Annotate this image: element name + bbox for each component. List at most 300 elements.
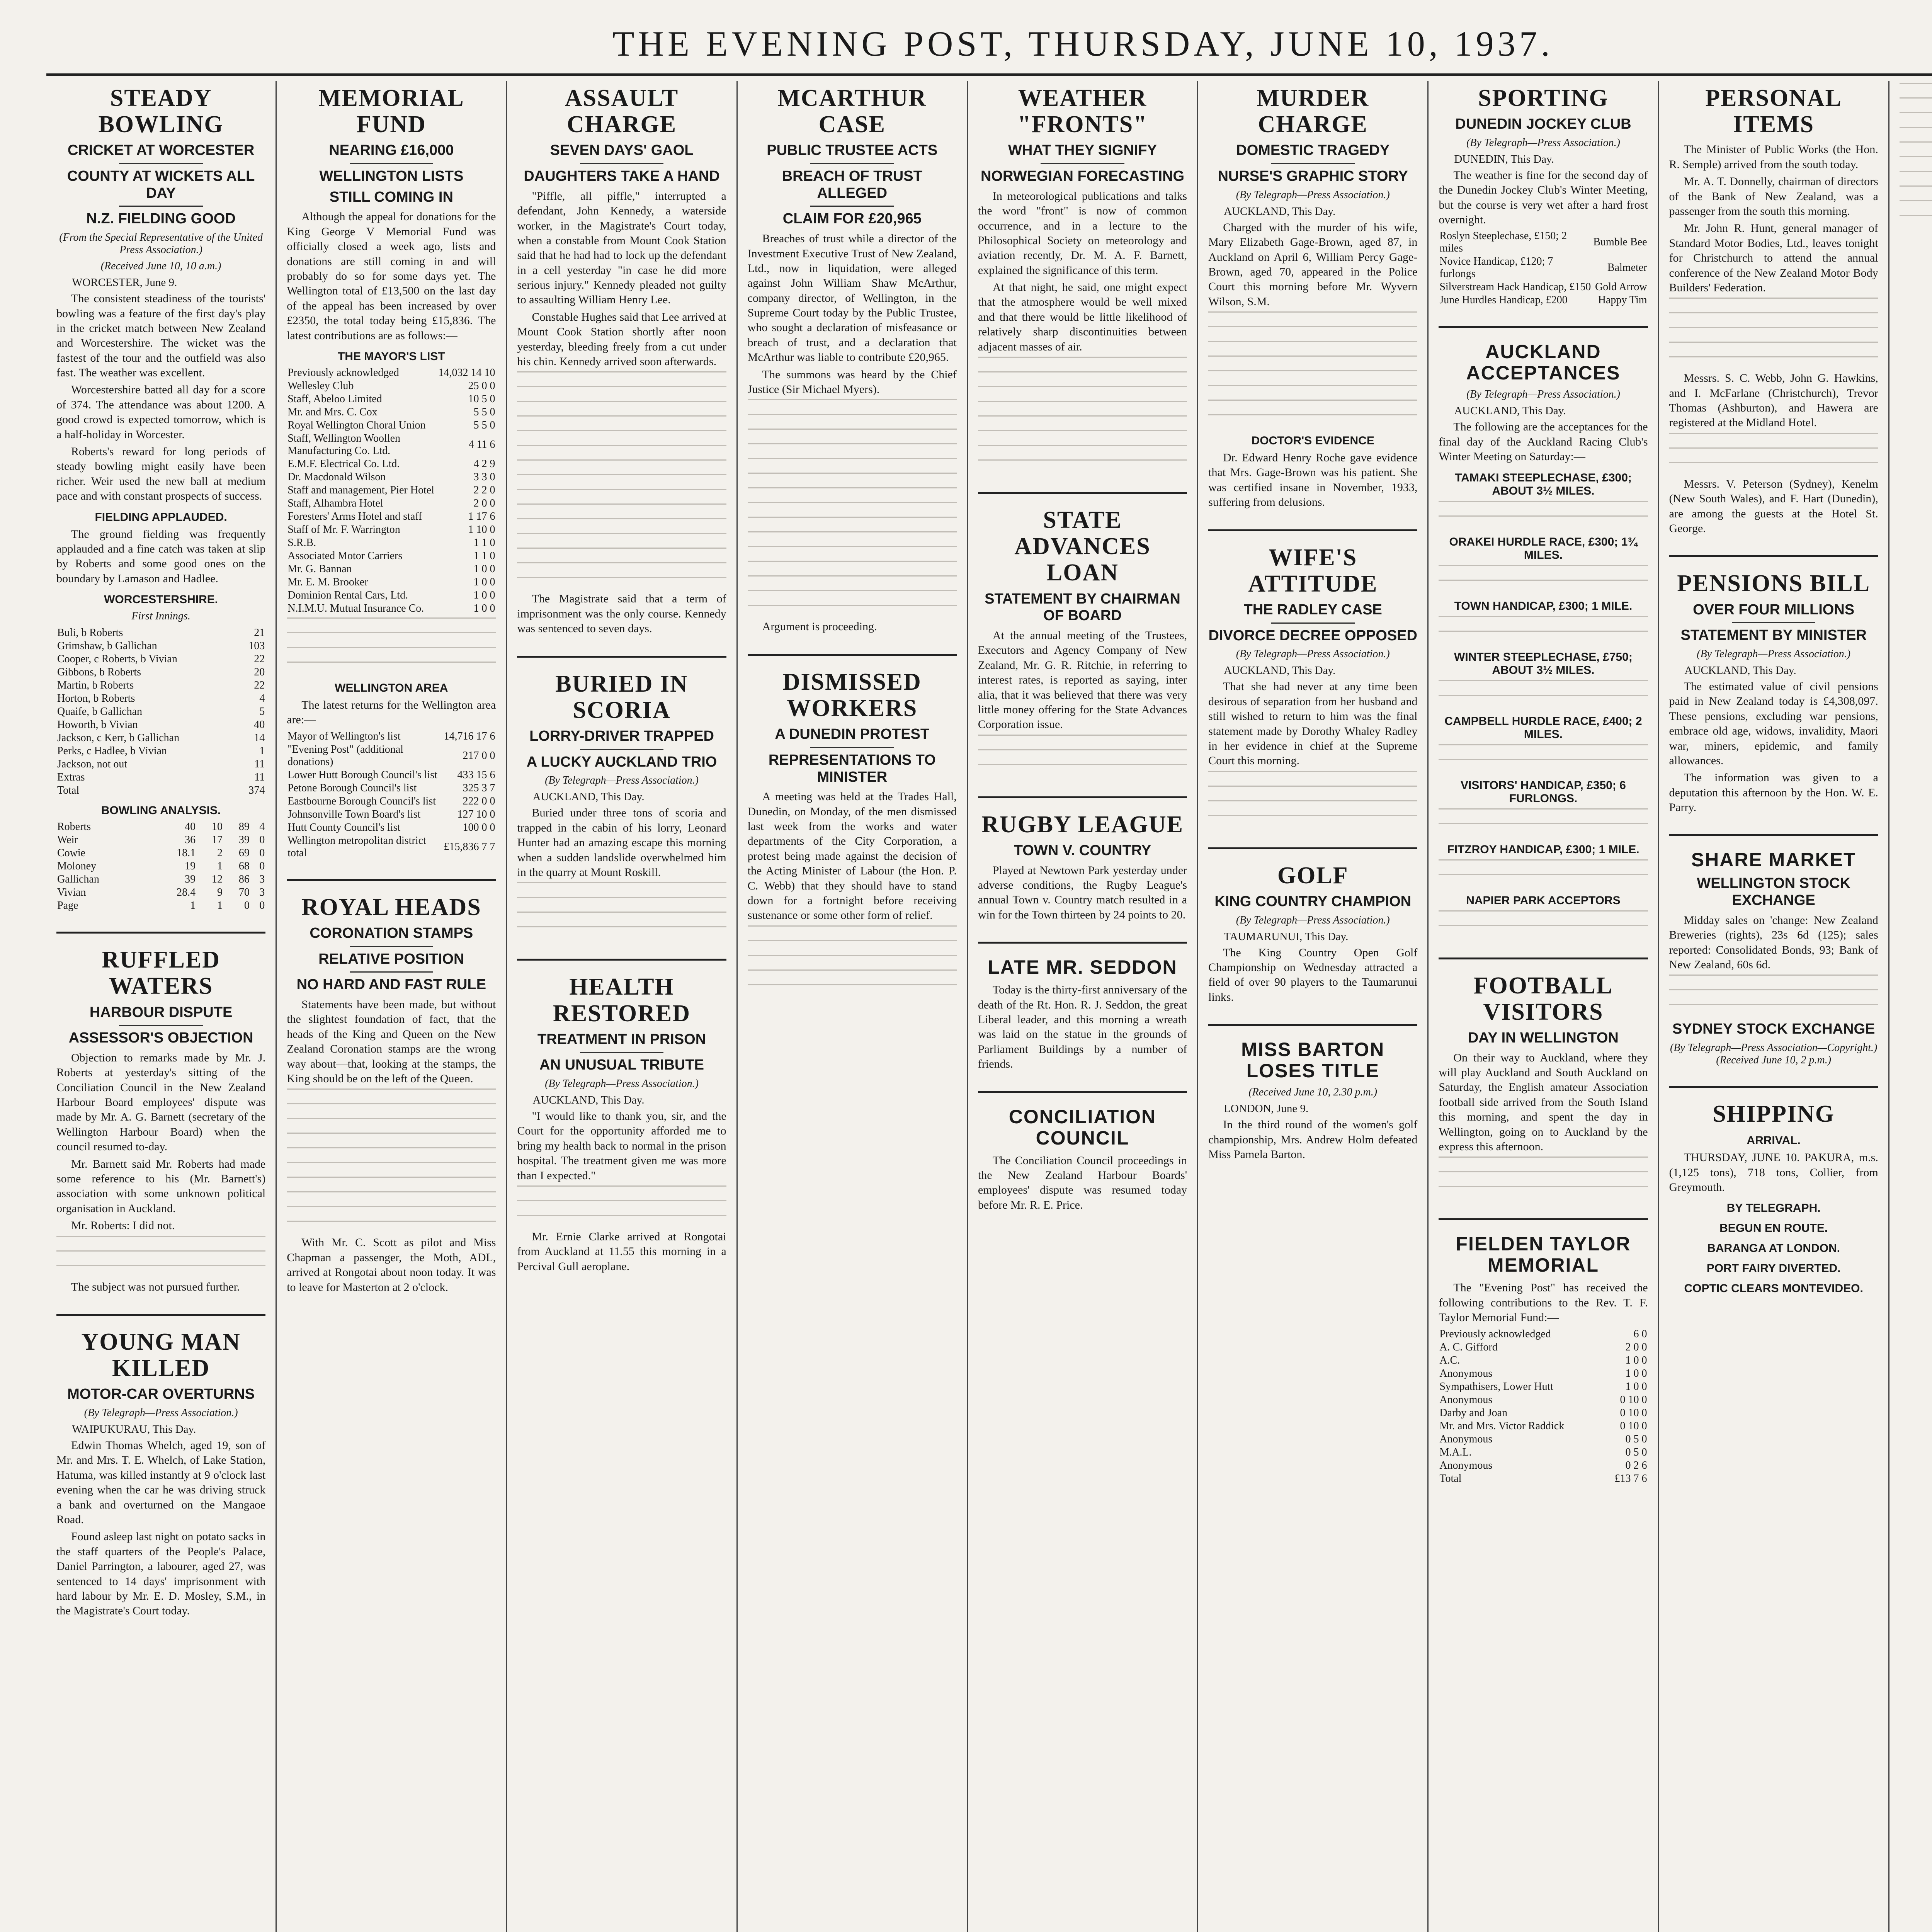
deck: DOMESTIC TRAGEDY — [1236, 142, 1390, 159]
row-label: Buli, b Roberts — [57, 627, 123, 639]
table-row — [56, 820, 265, 833]
article-sporting — [1439, 85, 1648, 307]
paragraph: Objection to remarks made by Mr. J. Roberts at yesterday's sitting of the Conciliation Council in the New Zealand Harbour Board employees' dispute was made by Mr. A. G. Barnett (secretary of the Wellington Harbour Board) when the council resumed to-day. — [56, 1051, 266, 1153]
row-value: 10 — [212, 821, 223, 833]
deck: MOTOR-CAR OVERTURNS — [67, 1386, 255, 1403]
headline: FIELDEN TAYLOR MEMORIAL — [1456, 1233, 1631, 1276]
column-7 — [1429, 81, 1659, 1932]
row-label: Anonymous — [1439, 1367, 1493, 1379]
article-share-market — [1669, 834, 1878, 1066]
row-value: 0 — [244, 900, 250, 912]
table-row — [287, 471, 496, 484]
row-label: Royal Wellington Choral Union — [287, 419, 426, 431]
credit-line: (By Telegraph—Press Association.) — [545, 774, 699, 787]
row-value: 1 0 0 — [1625, 1367, 1647, 1379]
row-label: Roslyn Steeplechase, £150; 2 miles — [1439, 230, 1567, 255]
paragraph: Mr. Ernie Clarke arrived at Rongotai from Auckland at 11.55 this morning in a Percival Gull aeroplane. — [517, 1230, 726, 1273]
scorecard-table — [56, 626, 265, 797]
deck: DAUGHTERS TAKE A HAND — [524, 168, 720, 185]
article-rugby-league — [978, 796, 1187, 922]
table-row — [287, 821, 496, 834]
headline: YOUNG MAN KILLED — [81, 1328, 241, 1382]
paragraph: Charged with the murder of his wife, Mary Elizabeth Gage-Brown, aged 87, in Auckland on April 6, William Percy Gage-Brown, aged 70, appeared in the Police Court this morning before Mr. Wyvern Wilson, S.M. — [1208, 221, 1418, 308]
article-personal-items — [1669, 85, 1878, 536]
subheading: BOWLING ANALYSIS. — [101, 804, 221, 817]
race-heading: CAMPBELL HURDLE RACE, £400; 2 MILES. — [1444, 714, 1642, 741]
dateline: AUCKLAND, This Day. — [532, 791, 645, 803]
row-value: 4 11 6 — [468, 438, 495, 451]
row-value: 20 — [254, 666, 265, 679]
row-value: 40 — [185, 821, 196, 833]
table-row — [1439, 1328, 1648, 1341]
row-value: 1 1 0 — [473, 549, 495, 562]
deck: NURSE'S GRAPHIC STORY — [1218, 168, 1408, 185]
paragraph: Messrs. V. Peterson (Sydney), Kenelm (New South Wales), and F. Hart (Dunedin), are among the guests at the Hotel St. George. — [1669, 477, 1878, 535]
paragraph: That she had never at any time been desirous of separation from her husband and still wished to return to him was the final statement made by Dorothy Whaley Radley in her evidence in chief at the Supreme Court this morning. — [1208, 680, 1418, 767]
columns — [46, 81, 1932, 1932]
table-row — [56, 899, 265, 912]
table-row — [287, 563, 496, 576]
table-row — [56, 758, 265, 771]
row-value: 4 2 9 — [473, 457, 495, 470]
row-label: N.I.M.U. Mutual Insurance Co. — [287, 602, 424, 614]
credit-line: (From the Special Representative of the United Press Association.) — [59, 231, 263, 256]
deck: STATEMENT BY MINISTER — [1680, 627, 1867, 644]
table-row — [287, 589, 496, 602]
deck: WELLINGTON LISTS — [319, 168, 464, 185]
table-row — [56, 886, 265, 899]
row-value: 1 17 6 — [468, 510, 495, 522]
deck: WHAT THEY SIGNIFY — [1008, 142, 1157, 159]
table-row — [56, 666, 265, 679]
row-label: Roberts — [57, 821, 91, 833]
row-value: 103 — [248, 640, 265, 652]
paragraph: Statements have been made, but without the slightest foundation of fact, that the heads of the King and Queen on the New Zealand Coronation stamps are the wrong way about—that, looking at the stamps, the King should be on the left of the Queen. — [287, 998, 496, 1085]
row-value: 17 — [212, 834, 223, 846]
memorial-contributions-table — [1439, 1328, 1648, 1485]
paragraph: Played at Newtown Park yesterday under adverse conditions, the Rugby League's annual Town v. Country match resulted in a win for the Town thirteen by 24 points to 20. — [978, 864, 1187, 921]
row-value: 127 10 0 — [457, 808, 495, 820]
dateline: AUCKLAND, This Day. — [1224, 205, 1336, 218]
dateline: AUCKLAND, This Day. — [1224, 664, 1336, 677]
headline: WIFE'S ATTITUDE — [1248, 544, 1378, 597]
row-label: S.R.B. — [287, 536, 316, 549]
row-value: 18.1 — [177, 847, 196, 859]
row-value: 9 — [217, 886, 223, 899]
headline: MURDER CHARGE — [1257, 85, 1369, 138]
row-label: Petone Borough Council's list — [287, 782, 417, 794]
race-results-table — [1439, 230, 1648, 307]
article-weather-fronts — [978, 85, 1187, 473]
row-value: 3 — [259, 873, 265, 886]
deck: CORONATION STAMPS — [310, 925, 473, 941]
table-row — [1439, 1367, 1648, 1380]
row-value: 0 — [259, 900, 265, 912]
subheading: DOCTOR'S EVIDENCE — [1251, 434, 1374, 447]
table-row — [1439, 1433, 1648, 1446]
row-value: 2 0 0 — [473, 497, 495, 509]
row-label: Page — [57, 900, 78, 912]
row-value: 21 — [254, 627, 265, 639]
row-label: A. C. Gifford — [1439, 1341, 1498, 1353]
deck: THE RADLEY CASE — [1243, 602, 1382, 618]
row-value: 12 — [212, 873, 223, 886]
deck: SYDNEY STOCK EXCHANGE — [1672, 1021, 1875, 1037]
masthead-title: THE EVENING POST, THURSDAY, JUNE 10, 1937. — [612, 24, 1554, 63]
row-label: Foresters' Arms Hotel and staff — [287, 510, 422, 522]
credit-line: (By Telegraph—Press Association—Copyright.) (Received June 10, 2 p.m.) — [1670, 1042, 1878, 1066]
donation-table — [287, 366, 496, 615]
headline: AUCKLAND ACCEPTANCES — [1466, 341, 1621, 384]
row-value: 70 — [238, 886, 250, 899]
column-1 — [46, 81, 277, 1932]
row-value: 433 15 6 — [457, 769, 495, 781]
row-label: Eastbourne Borough Council's list — [287, 795, 436, 807]
table-row — [56, 731, 265, 745]
paragraph: The latest returns for the Wellington area are:— — [287, 698, 496, 726]
subheading: WELLINGTON AREA — [335, 681, 448, 694]
table-row — [287, 536, 496, 549]
deck: COUNTY AT WICKETS ALL DAY — [67, 168, 255, 201]
headline: ROYAL HEADS — [301, 894, 481, 920]
row-label: Dr. Macdonald Wilson — [287, 471, 386, 483]
row-label: Staff and management, Pier Hotel — [287, 484, 434, 496]
credit-line: (By Telegraph—Press Association.) — [1236, 648, 1390, 660]
table-row — [287, 432, 496, 457]
headline: MCARTHUR CASE — [777, 85, 927, 138]
subheading: BARANGA AT LONDON. — [1707, 1242, 1840, 1255]
table-row — [1439, 281, 1648, 294]
row-value: 1 — [190, 900, 196, 912]
row-value: 0 — [259, 834, 265, 846]
table-row — [1439, 1472, 1648, 1485]
deck: AN UNUSUAL TRIBUTE — [539, 1057, 704, 1073]
row-value: £15,836 7 7 — [444, 840, 495, 853]
row-value: 0 2 6 — [1625, 1459, 1647, 1471]
paragraph: The Conciliation Council proceedings in the New Zealand Harbour Boards' employees' dispute was resumed today before Mr. R. E. Price. — [978, 1154, 1187, 1211]
subheading: FIELDING APPLAUDED. — [95, 510, 227, 524]
table-row — [287, 484, 496, 497]
deck: N.Z. FIELDING GOOD — [86, 211, 236, 227]
headline: STEADY BOWLING — [98, 85, 224, 138]
article-royal-heads — [287, 879, 496, 1295]
row-label: Extras — [57, 771, 85, 784]
paragraph: Edwin Thomas Whelch, aged 19, son of Mr. and Mrs. T. E. Whelch, of Lake Station, Hatuma, was killed instantly at 9 o'clock last evening when the car he was driving struck a bank and overturned on the Mangaoe Road. — [56, 1439, 266, 1526]
table-row — [1439, 1459, 1648, 1472]
article-fielden-taylor — [1439, 1218, 1648, 1485]
row-label: Mr. and Mrs. Victor Raddick — [1439, 1420, 1565, 1432]
row-label: Gallichan — [57, 873, 99, 886]
credit-line: (By Telegraph—Press Association.) — [84, 1407, 238, 1419]
deck: OVER FOUR MILLIONS — [1693, 601, 1855, 618]
deck: NO HARD AND FAST RULE — [296, 976, 486, 993]
deck: CLAIM FOR £20,965 — [782, 211, 922, 227]
row-value: 36 — [185, 834, 196, 846]
dateline: WAIPUKURAU, This Day. — [72, 1423, 196, 1436]
table-row — [287, 808, 496, 821]
table-row — [56, 860, 265, 873]
row-value: 68 — [238, 860, 250, 872]
paragraph: The Magistrate said that a term of imprisonment was the only course. Kennedy was sentenced to seven days. — [517, 592, 726, 635]
deck: STATEMENT BY CHAIRMAN OF BOARD — [985, 590, 1180, 624]
article-football-visitors — [1439, 957, 1648, 1199]
subheading: BEGUN EN ROUTE. — [1719, 1222, 1828, 1235]
row-value: 1 0 0 — [473, 563, 495, 575]
paragraph: Roberts's reward for long periods of steady bowling might easily have been richer. Weir used the new ball at medium pace and with constant prospects of success. — [56, 445, 266, 503]
article-young-man-killed — [56, 1314, 265, 1619]
table-row — [56, 847, 265, 860]
dateline: DUNEDIN, This Day. — [1454, 153, 1554, 165]
column-9 — [1889, 81, 1932, 1932]
row-label: Anonymous — [1439, 1459, 1493, 1471]
received-line: (Received June 10, 2.30 p.m.) — [1248, 1086, 1378, 1099]
row-value: 2 2 0 — [473, 484, 495, 496]
table-row — [287, 576, 496, 589]
row-value: 4 — [259, 692, 265, 705]
table-row — [287, 795, 496, 808]
row-label: Moloney — [57, 860, 97, 872]
table-row — [1439, 1406, 1648, 1420]
credit-line: (By Telegraph—Press Association.) — [545, 1078, 699, 1090]
row-label: M.A.L. — [1439, 1446, 1472, 1458]
subheading: First Innings. — [131, 610, 190, 622]
row-value: 2 0 0 — [1625, 1341, 1647, 1353]
column-8 — [1659, 81, 1889, 1932]
row-label: Associated Motor Carriers — [287, 549, 403, 562]
paragraph: Mr. John R. Hunt, general manager of Standard Motor Bodies, Ltd., leaves tonight for Christchurch to attend the annual conference of the New Zealand Motor Body Builders' Federation. — [1669, 222, 1878, 294]
race-heading: FITZROY HANDICAP, £300; 1 MILE. — [1447, 843, 1639, 856]
row-label: A.C. — [1439, 1354, 1460, 1366]
paragraph: Worcestershire batted all day for a score of 374. The attendance was about 1200. A good crowd is expected tomorrow, which is a half-holiday in Worcester. — [56, 383, 266, 441]
row-value: 2 — [217, 847, 223, 859]
article-golf — [1208, 847, 1417, 1005]
row-label: Anonymous — [1439, 1393, 1493, 1406]
dateline: TAUMARUNUI, This Day. — [1224, 930, 1349, 943]
row-label: Previously acknowledged — [1439, 1328, 1551, 1340]
headline: DISMISSED WORKERS — [782, 668, 922, 721]
paragraph: The consistent steadiness of the tourists' bowling was a feature of the first day's play in the cricket match between New Zealand and Worcestershire. The wicket was the fastest of the tour and the outfield was also fast. The weather was excellent. — [56, 292, 266, 379]
headline: BURIED IN SCORIA — [555, 670, 688, 723]
row-value: 0 10 0 — [1620, 1393, 1647, 1406]
article-ruffled-waters — [56, 932, 265, 1294]
column-4 — [738, 81, 968, 1932]
race-heading: ORAKEI HURDLE RACE, £300; 1¾ MILES. — [1449, 535, 1638, 561]
table-row — [287, 379, 496, 393]
paragraph: THURSDAY, JUNE 10. PAKURA, m.s. (1,125 tons), 718 tons, Collier, from Greymouth. — [1669, 1151, 1878, 1194]
article-miss-barton — [1208, 1024, 1417, 1162]
row-label: Wellington metropolitan district total — [287, 834, 426, 859]
paragraph: The Minister of Public Works (the Hon. R. Semple) arrived from the south today. — [1669, 143, 1878, 171]
row-value: 0 — [259, 860, 265, 872]
headline: SHIPPING — [1713, 1101, 1835, 1128]
row-label: Total — [57, 784, 80, 797]
table-row — [287, 419, 496, 432]
dateline: AUCKLAND, This Day. — [1454, 405, 1566, 417]
table-row — [56, 626, 265, 639]
deck: DIVORCE DECREE OPPOSED — [1208, 627, 1417, 644]
row-value: 3 3 0 — [473, 471, 495, 483]
subheading: THE MAYOR'S LIST — [337, 350, 445, 363]
paragraph: On their way to Auckland, where they will play Auckland and South Auckland on Saturday, the English amateur Association football side arrived from the South Island this morning, and spent the day in Wellington, going on to Auckland by the express this afternoon. — [1439, 1051, 1648, 1153]
row-value: 39 — [185, 873, 196, 886]
row-label: Cowie — [57, 847, 86, 859]
row-value: 1 1 0 — [473, 536, 495, 549]
table-row — [1439, 1380, 1648, 1393]
paragraph: Mr. Roberts: I did not. — [71, 1219, 175, 1232]
paragraph: Messrs. S. C. Webb, John G. Hawkins, and I. McFarlane (Christchurch), Trevor Thomas (Ashburton), and Hawera are registered at the Midland Hotel. — [1669, 372, 1878, 429]
table-row — [287, 782, 496, 795]
paragraph: Although the appeal for donations for the King George V Memorial Fund was officially closed a week ago, lists and donations are still coming in and will probably do so for some days yet. The Wellington total of £13,500 on the last day of the appeal has been increased by over £2350, the total today being £15,836. The latest contributions are as follows:— — [287, 210, 496, 342]
row-value: 40 — [254, 719, 265, 731]
table-row — [287, 393, 496, 406]
headline: SHARE MARKET — [1691, 849, 1856, 871]
row-label: Jackson, not out — [57, 758, 128, 770]
masthead — [46, 15, 1932, 76]
deck: SEVEN DAYS' GAOL — [550, 142, 694, 159]
row-label: Johnsonville Town Board's list — [287, 808, 421, 820]
row-value: 39 — [238, 834, 250, 846]
paragraph: Found asleep last night on potato sacks in the staff quarters of the People's Palace, Daniel Parrington, a labourer, aged 27, was sentenced to 14 days' imprisonment with hard labour by Mr. E. D. Mosley, S.M., in the Magistrate's Court today. — [56, 1530, 266, 1617]
row-value: 5 — [259, 706, 265, 718]
table-row — [56, 639, 265, 653]
table-row — [1439, 230, 1648, 255]
row-value: 14 — [254, 732, 265, 744]
row-label: E.M.F. Electrical Co. Ltd. — [287, 457, 400, 470]
table-row — [287, 510, 496, 523]
paragraph: The weather is fine for the second day of the Dunedin Jockey Club's Winter Meeting, but the course is very wet after a hard frost overnight. — [1439, 168, 1648, 226]
headline: GOLF — [1277, 862, 1349, 889]
table-row — [56, 653, 265, 666]
row-value: 69 — [238, 847, 250, 859]
row-value: 1 0 0 — [1625, 1354, 1647, 1366]
table-row — [56, 771, 265, 784]
received-line: (Received June 10, 10 a.m.) — [100, 260, 221, 272]
row-value: 25 0 0 — [468, 379, 495, 392]
table-row — [1439, 1393, 1648, 1406]
paragraph: The King Country Open Golf Championship on Wednesday attracted a field of over 90 players to the Taumarunui links. — [1208, 946, 1418, 1003]
table-row — [287, 602, 496, 615]
row-value: Gold Arrow — [1595, 281, 1647, 293]
race-list — [1439, 471, 1648, 938]
row-value: 11 — [254, 758, 265, 770]
table-row — [287, 769, 496, 782]
row-label: Staff, Alhambra Hotel — [287, 497, 383, 509]
row-label: Howorth, b Vivian — [57, 719, 138, 731]
row-value: 3 — [259, 886, 265, 899]
dateline: WORCESTER, June 9. — [72, 276, 177, 289]
row-value: 14,032 14 10 — [438, 366, 495, 379]
row-label: Wellesley Club — [287, 379, 354, 392]
subheading: BY TELEGRAPH. — [1726, 1202, 1821, 1215]
row-label: Darby and Joan — [1439, 1406, 1508, 1419]
dateline: AUCKLAND, This Day. — [1684, 664, 1796, 677]
dateline: AUCKLAND, This Day. — [532, 1094, 645, 1107]
credit-line: (By Telegraph—Press Association.) — [1697, 648, 1851, 660]
table-row — [287, 497, 496, 510]
row-value: 1 — [217, 900, 223, 912]
paragraph: At that night, he said, one might expect that the atmosphere would be well mixed and that there would be little likelihood of relatively sharp discontinuities between adjacent masses of air. — [978, 281, 1187, 353]
article-conciliation-council — [978, 1091, 1187, 1213]
row-label: Lower Hutt Borough Council's list — [287, 769, 437, 781]
table-row — [287, 523, 496, 536]
table-row — [287, 834, 496, 860]
column-2 — [277, 81, 507, 1932]
row-label: Anonymous — [1439, 1433, 1493, 1445]
paragraph: In the third round of the women's golf championship, Mrs. Andrew Holm defeated Miss Pamela Barton. — [1208, 1118, 1418, 1161]
paragraph: The information was given to a deputation this afternoon by the Hon. W. E. Parry. — [1669, 771, 1878, 814]
deck: REPRESENTATIONS TO MINISTER — [768, 752, 936, 785]
table-row — [1439, 1341, 1648, 1354]
subheading: COPTIC CLEARS MONTEVIDEO. — [1684, 1282, 1863, 1295]
row-label: Grimshaw, b Gallichan — [57, 640, 157, 652]
paragraph: The summons was heard by the Chief Justice (Sir Michael Myers). — [747, 368, 957, 396]
table-row — [56, 718, 265, 731]
paragraph: Breaches of trust while a director of the Investment Executive Trust of New Zealand, Ltd., now in liquidation, were alleged against John William Shaw McArthur, company director, of Wellington, in the Supreme Court today by the Public Trustee, who sought a declaration of misfeasance or breach of trust, and a declaration that McArthur was liable to contribute £20,965. — [747, 232, 957, 364]
headline: MEMORIAL FUND — [318, 85, 464, 138]
table-row — [1439, 255, 1648, 281]
row-label: Weir — [57, 834, 78, 846]
deck: NEARING £16,000 — [329, 142, 454, 159]
row-value: 1 0 0 — [473, 589, 495, 601]
row-label: "Evening Post" (additional donations) — [287, 743, 403, 768]
row-value: 374 — [248, 784, 265, 797]
row-label: Silverstream Hack Handicap, £150 — [1439, 281, 1591, 293]
deck: TREATMENT IN PRISON — [537, 1031, 706, 1048]
headline: RUFFLED WATERS — [102, 947, 220, 1000]
paragraph: Buried under three tons of scoria and trapped in the cabin of his lorry, Leonard Hunter had an amazing escape this morning when a sudden landslide overwhelmed him in the quarry at Mount Roskill. — [517, 806, 726, 879]
deck: ASSESSOR'S OBJECTION — [68, 1030, 253, 1046]
race-heading: NAPIER PARK ACCEPTORS — [1466, 894, 1621, 907]
row-label: Mr. E. M. Brooker — [287, 576, 368, 588]
row-value: Balmeter — [1607, 262, 1647, 274]
row-value: 0 10 0 — [1620, 1420, 1647, 1432]
deck: KING COUNTRY CHAMPION — [1214, 893, 1412, 910]
credit-line: (By Telegraph—Press Association.) — [1236, 914, 1390, 926]
dateline: LONDON, June 9. — [1224, 1102, 1309, 1115]
row-value: 5 5 0 — [473, 406, 495, 418]
headline: PENSIONS BILL — [1677, 570, 1871, 597]
article-assault-charge — [517, 85, 726, 636]
row-value: 14,716 17 6 — [444, 730, 495, 742]
article-pensions-bill — [1669, 555, 1878, 815]
table-row — [287, 457, 496, 471]
deck: CRICKET AT WORCESTER — [67, 142, 255, 159]
credit-line: (By Telegraph—Press Association.) — [1236, 189, 1390, 201]
table-row — [1439, 1420, 1648, 1433]
deck: DAY IN WELLINGTON — [1468, 1029, 1619, 1046]
table-row — [1439, 294, 1648, 307]
paragraph: With Mr. C. Scott as pilot and Miss Chapman a passenger, the Moth, ADL, arrived at Rongotai about noon today. It was to leave for Masterton at 2 o'clock. — [287, 1236, 496, 1294]
row-value: 22 — [254, 653, 265, 665]
article-mcarthur-case — [748, 85, 957, 634]
table-row — [56, 784, 265, 797]
row-value: 0 5 0 — [1625, 1446, 1647, 1458]
table-row — [287, 549, 496, 563]
row-value: 1 0 0 — [1625, 1380, 1647, 1393]
row-label: Staff, Abeloo Limited — [287, 393, 382, 405]
paragraph: Today is the thirty-first anniversary of the death of the Rt. Hon. R. J. Seddon, the great Liberal leader, and this morning a wreath was laid on the statue in the grounds of Parliament Buildings by a number of friends. — [978, 983, 1187, 1071]
row-value: 217 0 0 — [463, 749, 495, 762]
row-value: 0 — [259, 847, 265, 859]
table-row — [56, 679, 265, 692]
table-row — [1439, 1446, 1648, 1459]
article-dismissed-workers — [748, 654, 957, 997]
headline: MISS BARTON LOSES TITLE — [1241, 1039, 1385, 1082]
subheading: ARRIVAL. — [1747, 1134, 1801, 1147]
row-value: 0 10 0 — [1620, 1406, 1647, 1419]
race-heading: WINTER STEEPLECHASE, £750; ABOUT 3½ MILES. — [1454, 650, 1633, 677]
row-value: 86 — [238, 873, 250, 886]
